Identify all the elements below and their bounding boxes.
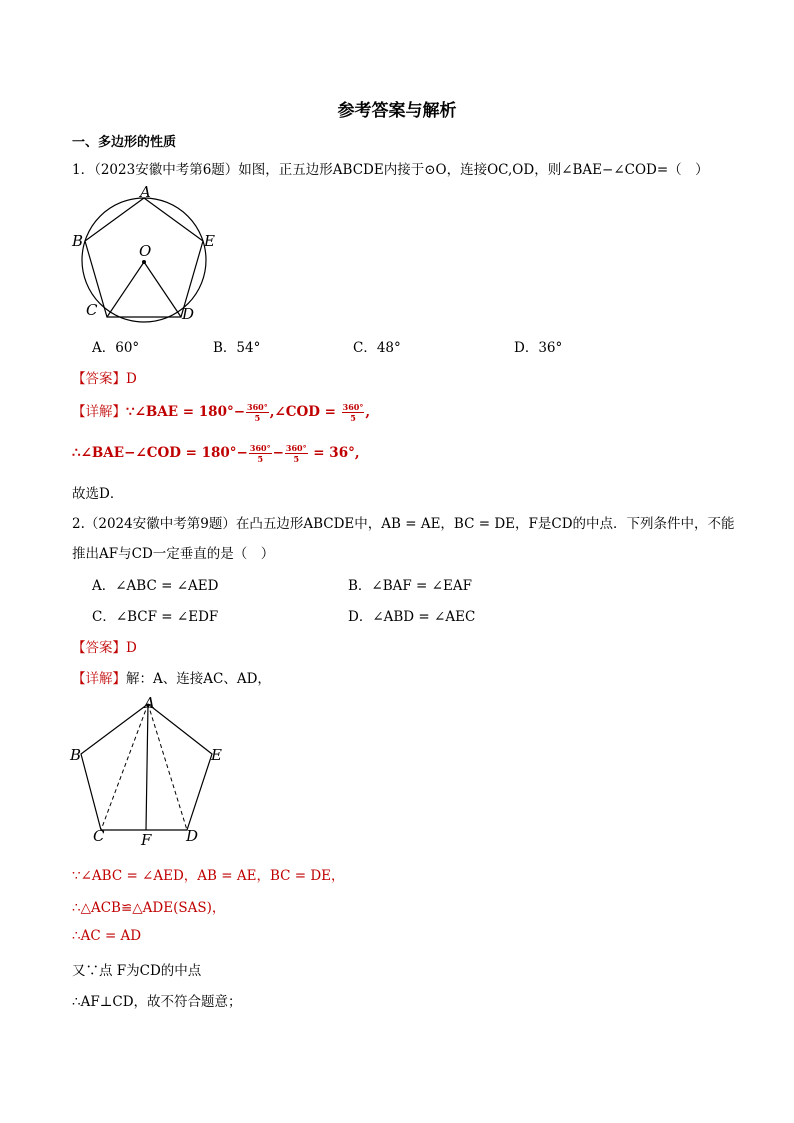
- q1-detail-head: 【详解】: [72, 404, 126, 420]
- q1-option-d: D．36°: [514, 340, 563, 356]
- q2-option-c: C．∠BCF = ∠EDF: [92, 609, 219, 625]
- center-point-o: [142, 260, 146, 264]
- q2-option-b: B．∠BAF = ∠EAF: [348, 578, 472, 594]
- segment-af: [146, 704, 148, 830]
- label-c: C: [93, 827, 105, 845]
- q2-detail-text: 解：A、连接AC、AD，: [126, 671, 271, 687]
- q2-pentagon-figure: [64, 692, 232, 852]
- q2-stem-line-2: 推出AF与CD一定垂直的是（ ）: [72, 546, 275, 562]
- q2-proof-line-2: ∴△ACB≌△ADE(SAS)，: [72, 900, 226, 916]
- q2-option-d: D．∠ABD = ∠AEC: [348, 609, 476, 625]
- label-b: B: [72, 232, 84, 250]
- q2-proof-line-1: ∵∠ABC = ∠AED，AB = AE，BC = DE，: [72, 868, 345, 884]
- q1-detail-line-2: [72, 443, 360, 464]
- section-heading: 一、多边形的性质: [72, 135, 177, 150]
- q1-answer: 【答案】D: [72, 371, 137, 387]
- label-o: O: [139, 242, 152, 260]
- label-a: A: [140, 183, 151, 201]
- q2-stem-line-1: 2.（2024安徽中考第9题）在凸五边形ABCDE中，AB = AE，BC = DE，F是CD的中点．下列条件中，不能: [72, 516, 735, 532]
- label-d: D: [186, 827, 199, 845]
- label-c: C: [86, 301, 98, 319]
- q1-detail-2b: −: [272, 445, 284, 461]
- segment-ac: [101, 704, 148, 830]
- q1-detail-1b: ,∠COD =: [269, 404, 341, 420]
- q1-option-a: A．60°: [92, 340, 140, 356]
- q1-detail-2c: = 36°,: [308, 445, 360, 461]
- fraction: $\frac{360^\circ}{5}$: [342, 402, 364, 423]
- q1-stem: 1．（2023安徽中考第6题）如图，正五边形ABCDE内接于⊙O，连接OC,OD，则∠BAE−∠COD=（ ）: [72, 162, 709, 178]
- q2-proof-line-4: 又∵点 F为CD的中点: [72, 963, 202, 979]
- page-title: 参考答案与解析: [337, 101, 457, 121]
- fraction: $\frac{360^\circ}{5}$: [247, 402, 268, 423]
- segment-ad: [148, 704, 187, 830]
- q2-option-a: A．∠ABC = ∠AED: [92, 578, 219, 594]
- label-d: D: [182, 305, 195, 323]
- q2-proof-line-3: ∴AC = AD: [72, 928, 142, 944]
- fraction: $\frac{360^\circ}{5}$: [285, 443, 307, 464]
- q1-conclusion: 故选D．: [72, 486, 124, 502]
- q1-detail-2a: ∴∠BAE−∠COD = 180°−: [72, 445, 248, 461]
- label-e: E: [211, 746, 222, 764]
- q2-detail-head: 【详解】: [72, 671, 126, 687]
- q1-option-c: C．48°: [353, 340, 401, 356]
- fraction: $\frac{360^\circ}{5}$: [249, 443, 271, 464]
- label-b: B: [70, 746, 82, 764]
- q2-answer: 【答案】D: [72, 640, 137, 656]
- q1-pentagon-figure: [62, 182, 230, 324]
- label-e: E: [204, 232, 215, 250]
- q2-detail: [72, 667, 271, 687]
- q1-detail-1a: ∵∠BAE = 180°−: [126, 404, 246, 420]
- segment-od: [144, 262, 181, 317]
- label-a: A: [144, 694, 155, 712]
- q1-option-b: B．54°: [213, 340, 261, 356]
- q1-detail-1c: ,: [365, 404, 371, 420]
- label-f: F: [141, 831, 152, 849]
- q1-detail-line-1: [72, 400, 370, 423]
- segment-oc: [107, 262, 144, 317]
- q2-proof-line-5: ∴AF⊥CD，故不符合题意；: [72, 994, 242, 1010]
